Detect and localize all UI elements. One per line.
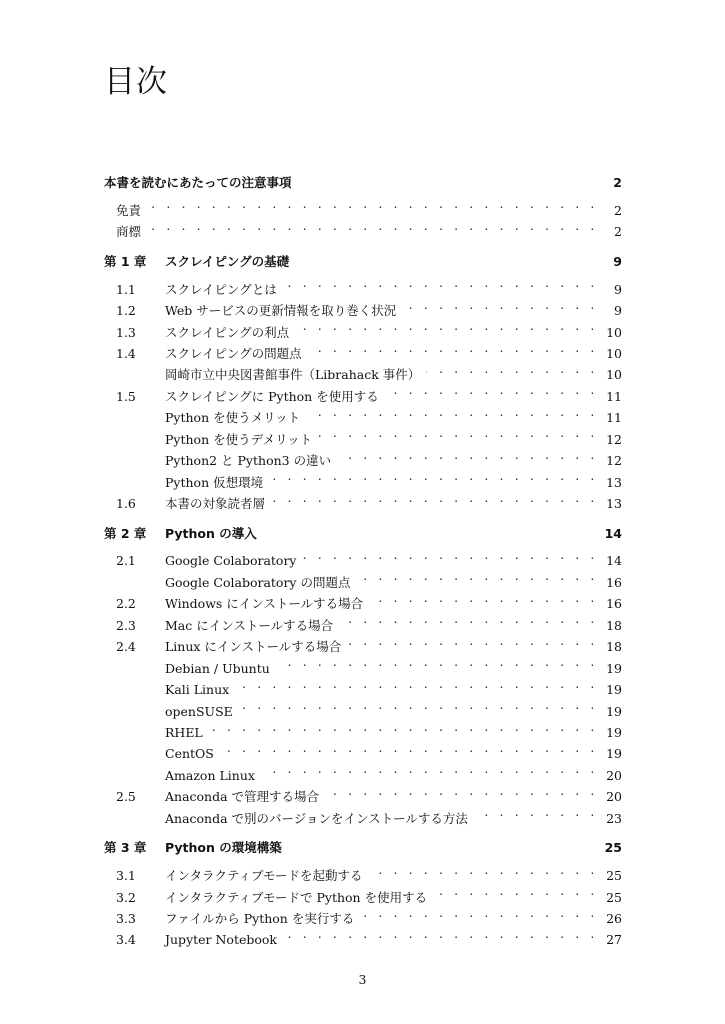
toc-page: 12 [606,453,622,469]
toc-entry-title: スクレイピングとは [165,281,277,297]
dot-leader [369,859,598,880]
dot-leader [295,315,598,336]
dot-leader [318,422,598,443]
toc-heading[interactable] [104,172,622,193]
toc-entry-title: Kali Linux [165,682,230,698]
toc-entry-title: 本書の対象読者層 [165,496,266,512]
dot-leader [239,694,598,715]
toc-entry-number: 2.1 [116,553,136,569]
toc-page: 20 [606,767,622,783]
dot-leader [325,780,598,801]
toc-page: 25 [604,840,622,856]
toc-entry-title: Python を使うメリット [165,410,301,426]
toc-page: 27 [606,932,622,948]
dot-leader [306,401,598,422]
toc-chapter-heading[interactable] [104,523,622,544]
toc-entry-title: Anaconda で管理する場合 [165,789,320,805]
toc-entry[interactable] [104,544,622,569]
toc-page: 9 [613,253,622,269]
toc-page: 26 [606,910,622,926]
toc-entry-title: Debian / Ubuntu [165,660,270,676]
toc-page: 12 [606,431,622,447]
toc-entry-number: 1.6 [116,496,136,512]
toc-entry[interactable] [104,272,622,297]
toc-page: 16 [606,596,622,612]
toc-entry-number: 3.3 [116,910,136,926]
toc-page: 2 [613,175,622,190]
dot-leader [356,565,598,586]
dot-leader [339,608,598,629]
toc-entry-number: 1.2 [116,303,136,319]
toc-page: 19 [606,660,622,676]
toc-page: 20 [606,789,622,805]
chapter-label: 第 1 章 [104,253,147,269]
toc-page: 25 [606,868,622,884]
toc-page: 25 [606,889,622,905]
toc-page: 19 [606,682,622,698]
toc-preface [104,172,622,240]
toc-chapter [104,837,622,948]
chapter-label: 第 3 章 [104,840,147,856]
toc-entry-number: 1.3 [116,324,136,340]
toc-entry-title: Mac にインストールする場合 [165,617,334,633]
dot-leader [369,587,598,608]
dot-leader [303,544,599,565]
toc-entry-title: Google Colaboratory の問題点 [165,574,351,590]
toc-entry-number: 2.3 [116,617,136,633]
dot-leader [269,465,598,486]
toc-heading-title: 本書を読むにあたっての注意事項 [104,175,292,190]
toc-entry-title: ファイルから Python を実行する [165,910,355,926]
toc-page: 14 [606,553,622,569]
chapter-title: スクレイピングの基礎 [165,253,290,269]
table-of-contents [104,172,622,959]
chapter-title: Python の環境構築 [165,840,282,856]
toc-entry-title: Python を使うデメリット [165,431,313,447]
toc-entry-title: Python2 と Python3 の違い [165,453,332,469]
dot-leader [220,737,598,758]
toc-chapter [104,251,622,512]
dot-leader [426,358,598,379]
toc-chapter [104,523,622,826]
dot-leader [347,630,598,651]
toc-entry-title: CentOS [165,746,214,762]
toc-page: 23 [606,810,622,826]
toc-entry-title: RHEL [165,724,203,740]
dot-leader [337,444,598,465]
dot-leader [235,673,598,694]
toc-entry-number: 2.2 [116,596,136,612]
dot-leader [433,880,598,901]
toc-entry-title: インタラクティブモードで Python を使用する [165,889,428,905]
toc-page: 9 [614,303,622,319]
toc-entry-title: スクレイピングの問題点 [165,346,302,362]
dot-leader [271,487,598,508]
toc-page: 11 [606,388,622,404]
toc-entry-number: 3.4 [116,932,136,948]
dot-leader [474,801,598,822]
toc-entry-title: スクレイピングに Python を使用する [165,388,379,404]
toc-page: 13 [606,496,622,512]
toc-entry-title: 商標 [116,224,142,240]
toc-entry-title: Windows にインストールする場合 [165,596,364,612]
toc-page: 10 [606,346,622,362]
dot-leader [402,294,598,315]
toc-entry-title: Web サービスの更新情報を取り巻く状況 [165,303,397,319]
dot-leader [283,923,598,944]
toc-page: 2 [614,202,622,218]
toc-entry[interactable] [104,859,622,884]
dot-leader [276,651,598,672]
toc-page: 13 [606,474,622,490]
dot-leader [385,379,598,400]
dot-leader [308,337,598,358]
dot-leader [360,902,598,923]
page-number: 3 [358,972,367,987]
toc-entry-title: 免責 [116,202,142,218]
toc-entry-title: Jupyter Notebook [165,932,278,948]
toc-page: 10 [606,367,622,383]
toc-page: 16 [606,574,622,590]
toc-page: 19 [606,746,622,762]
toc-entry-number: 3.1 [116,868,136,884]
toc-page: 2 [614,224,622,240]
dot-leader [147,193,598,214]
toc-entry-number: 1.5 [116,388,136,404]
toc-entry-title: 岡崎市立中央図書館事件（Librahack 事件） [165,367,421,383]
toc-entry-title: スクレイピングの利点 [165,324,290,340]
toc-entry[interactable] [104,215,622,240]
toc-page: 19 [606,724,622,740]
toc-entry-title: Python 仮想環境 [165,474,264,490]
toc-entry-title: Amazon Linux [165,767,255,783]
toc-page: 18 [606,639,622,655]
toc-entry-title: インタラクティブモードを起動する [165,868,363,884]
toc-page: 18 [606,617,622,633]
page-title: 目次 [104,64,168,100]
toc-page: 14 [604,525,622,541]
toc-entry-number: 2.4 [116,639,136,655]
toc-entry-title: openSUSE [165,703,233,719]
chapter-label: 第 2 章 [104,525,147,541]
dot-leader [209,716,598,737]
dot-leader [261,758,598,779]
toc-entry-number: 1.4 [116,346,136,362]
dot-leader [147,215,598,236]
toc-entry-title: Anaconda で別のバージョンをインストールする方法 [165,810,468,826]
toc-chapter-heading[interactable] [104,251,622,272]
toc-chapter-heading[interactable] [104,837,622,858]
toc-page: 10 [606,324,622,340]
toc-page: 19 [606,703,622,719]
toc-entry-number: 2.5 [116,789,136,805]
toc-entry[interactable] [104,193,622,218]
toc-entry-number: 3.2 [116,889,136,905]
toc-entry-number: 1.1 [116,281,136,297]
toc-page: 11 [606,410,622,426]
toc-entry-title: Linux にインストールする場合 [165,639,342,655]
toc-page: 9 [614,281,622,297]
toc-entry-title: Google Colaboratory [165,553,297,569]
dot-leader [283,272,598,293]
chapter-title: Python の導入 [165,525,257,541]
